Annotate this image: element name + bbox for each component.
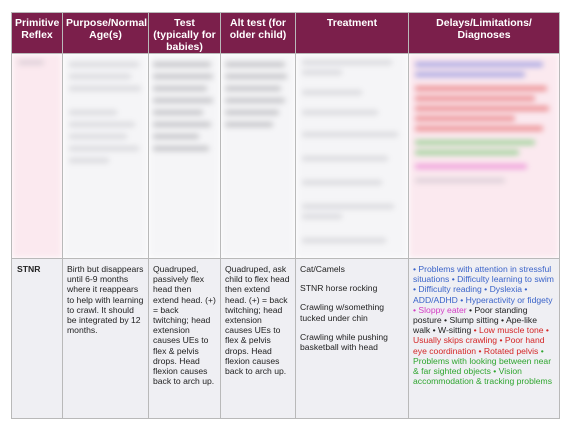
cell-diagnoses xyxy=(409,259,560,419)
diagnosis-item: • Difficulty learning to swim xyxy=(449,274,554,285)
diagnosis-item: • Poor hand eye coordination xyxy=(413,335,545,356)
diagnosis-item: • Problems with attention in stressful situations xyxy=(413,264,552,285)
header-row xyxy=(12,13,560,54)
table-row-stnr xyxy=(12,259,560,419)
diagnosis-item: • ADD/ADHD xyxy=(413,284,528,305)
cell-reflex: STNR xyxy=(12,259,63,419)
header-primitive-reflex: Primitive Reflex xyxy=(12,13,63,54)
treatment-item: STNR horse rocking xyxy=(300,283,378,294)
blurred-cell xyxy=(12,54,63,259)
header-alt-test: Alt test (for older child) xyxy=(221,13,296,54)
header-diagnoses: Delays/Limitations/ Diagnoses xyxy=(409,13,560,54)
treatment-item: Crawling w/something tucked under chin xyxy=(300,302,385,323)
diagnosis-item: • W-sitting xyxy=(430,325,472,336)
diagnosis-item: • Usually skips crawling xyxy=(413,325,549,346)
blurred-cell xyxy=(149,54,221,259)
cell-purpose: Birth but disappears until 6-9 months where it reappears to help with learning to crawl. It should be integrated by 12 months. xyxy=(63,259,149,419)
treatment-item: Crawling while pushing basketball with head xyxy=(300,331,388,353)
blurred-cell xyxy=(296,54,409,259)
header-purpose: Purpose/Normal Age(s) xyxy=(63,13,149,54)
treatment-item: Cat/Camels xyxy=(300,264,345,274)
diagnosis-item: • Dyslexia xyxy=(481,284,523,295)
reflex-table xyxy=(11,12,560,419)
blurred-cell xyxy=(63,54,149,259)
diagnosis-item: • Ape-like walk xyxy=(413,315,538,336)
blurred-row xyxy=(12,54,560,259)
cell-alt-test: Quadruped, ask child to flex head then extend head. (+) = back twitching; head extension causes UEs to flex & pelvis drops. Head flexion causes back to arch up. xyxy=(221,259,296,419)
diagnosis-item: • Poor standing posture xyxy=(413,304,528,326)
diagnosis-item: • Low muscle tone xyxy=(471,325,544,336)
diagnosis-item: • Slump sitting xyxy=(441,315,499,326)
cell-test: Quadruped, passively flex head then extend head. (+) = back twitching; head extension causes UEs to flex & pelvis drops. Head flexion causes back to arch up. xyxy=(149,259,221,419)
diagnosis-item: • Hyperactivity or fidgety xyxy=(457,294,553,305)
blurred-cell xyxy=(221,54,296,259)
diagnosis-item: • Difficulty reading xyxy=(413,284,482,295)
diagnosis-item: • Vision accommodation & tracking problems xyxy=(413,366,552,387)
blurred-cell xyxy=(409,54,560,259)
header-test: Test (typically for babies) xyxy=(149,13,221,54)
cell-treatment xyxy=(296,259,409,419)
diagnosis-item: • Problems with looking between near & far sighted objects xyxy=(413,345,552,377)
diagnosis-item: • Sloppy eater xyxy=(413,304,467,315)
header-treatment: Treatment xyxy=(296,13,409,54)
diagnosis-item: • Rotated pelvis xyxy=(476,345,539,356)
